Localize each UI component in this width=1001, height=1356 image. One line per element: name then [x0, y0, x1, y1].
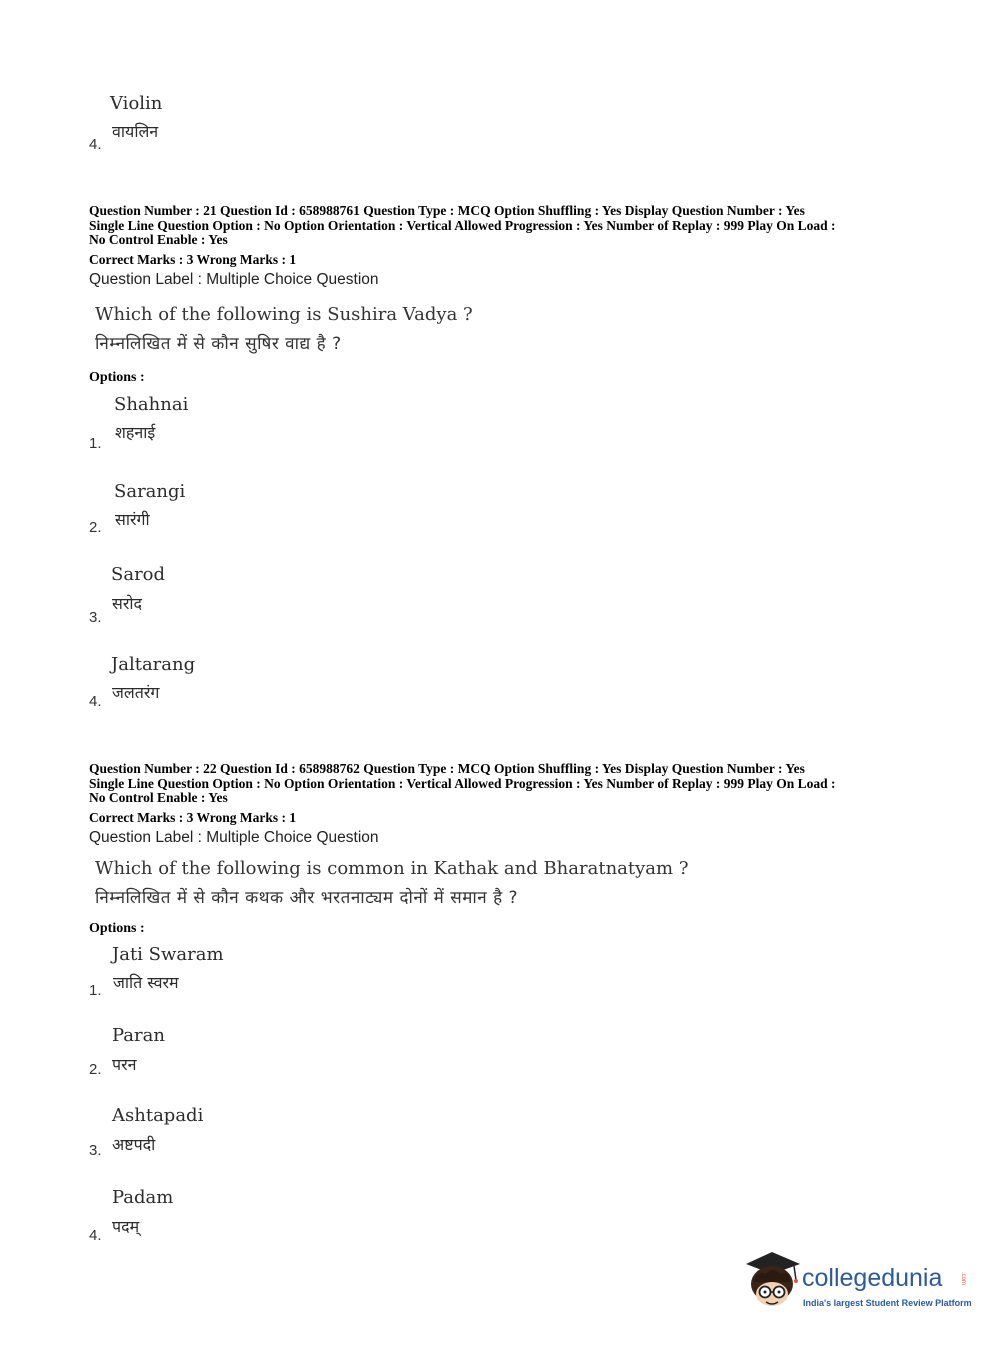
option-hindi: जलतरंग	[112, 683, 160, 702]
option-hindi: सारंगी	[115, 510, 150, 529]
meta-line: Question Number : 21 Question Id : 658988761 Question Type : MCQ Option Shuffling : Yes Display Question Number : Yes	[89, 203, 805, 218]
option-english: Ashtapadi	[112, 1105, 204, 1126]
option-english: Sarod	[111, 564, 166, 585]
option-english: Jaltarang	[111, 654, 196, 675]
option-english: Paran	[112, 1025, 165, 1046]
options-label: Options :	[89, 921, 145, 936]
question-label: Question Label : Multiple Choice Question	[89, 271, 379, 288]
question-label: Question Label : Multiple Choice Question	[89, 829, 379, 846]
option-english: Sarangi	[114, 481, 186, 502]
meta-line: No Control Enable : Yes	[89, 790, 228, 805]
prev-option-hindi: वायलिन	[112, 122, 159, 141]
collegedunia-watermark	[742, 1248, 972, 1318]
option-number: 3.	[89, 609, 102, 626]
option-hindi: पदम्	[112, 1217, 140, 1236]
options-label: Options :	[89, 370, 145, 385]
option-number: 1.	[89, 435, 102, 452]
option-hindi: शहनाई	[115, 423, 156, 442]
meta-line: No Control Enable : Yes	[89, 232, 228, 247]
option-english: Padam	[112, 1187, 174, 1208]
question-marks: Correct Marks : 3 Wrong Marks : 1	[89, 810, 297, 825]
option-number: 3.	[89, 1142, 102, 1159]
question-text-english: Which of the following is Sushira Vadya ?	[95, 304, 473, 325]
option-number: 4.	[89, 1227, 102, 1244]
option-english: Jati Swaram	[112, 944, 224, 965]
question-meta	[89, 204, 836, 248]
option-number: 1.	[89, 982, 102, 999]
meta-line: Single Line Question Option : No Option Orientation : Vertical Allowed Progression : Yes Number of Replay : 999 Play On Load :	[89, 217, 836, 233]
question-text-hindi: निम्नलिखित में से कौन सुषिर वाद्य है ?	[95, 334, 342, 354]
mascot-icon	[742, 1250, 802, 1312]
question-marks: Correct Marks : 3 Wrong Marks : 1	[89, 252, 297, 267]
option-number: 2.	[89, 1061, 102, 1078]
question-meta	[89, 762, 836, 806]
option-hindi: परन	[112, 1055, 137, 1074]
prev-option-number: 4.	[89, 136, 102, 153]
option-number: 2.	[89, 519, 102, 536]
question-text-english: Which of the following is common in Kathak and Bharatnatyam ?	[95, 858, 689, 879]
question-text-hindi: निम्नलिखित में से कौन कथक और भरतनाट्यम दोनों में समान है ?	[95, 888, 519, 908]
option-hindi: जाति स्वरम	[113, 973, 179, 992]
option-hindi: अष्टपदी	[112, 1135, 156, 1154]
brand-suffix: .com	[960, 1272, 966, 1286]
prev-option-english: Violin	[110, 93, 163, 114]
option-hindi: सरोद	[112, 594, 143, 613]
option-english: Shahnai	[114, 394, 189, 415]
brand-name: collegedunia	[802, 1264, 943, 1292]
option-number: 4.	[89, 693, 102, 710]
meta-line: Question Number : 22 Question Id : 658988762 Question Type : MCQ Option Shuffling : Yes Display Question Number : Yes	[89, 761, 805, 776]
meta-line: Single Line Question Option : No Option Orientation : Vertical Allowed Progression : Yes Number of Replay : 999 Play On Load :	[89, 775, 836, 791]
brand-tagline: India's largest Student Review Platform	[803, 1298, 972, 1308]
